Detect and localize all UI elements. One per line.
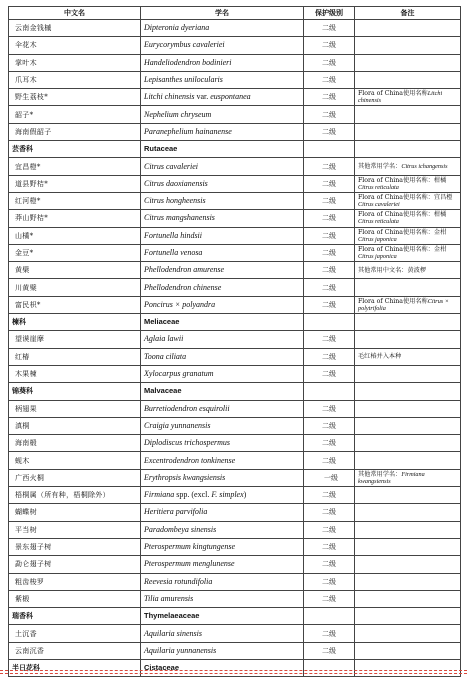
chinese-name: 梧桐属（所有种，梧桐除外） bbox=[9, 487, 141, 504]
chinese-name: 伞花木 bbox=[9, 37, 141, 54]
table-row bbox=[9, 331, 461, 348]
scientific-name bbox=[141, 71, 304, 88]
table-row bbox=[9, 435, 461, 452]
scientific-name-part: Handeliodendron bodinieri bbox=[144, 57, 232, 67]
scientific-name-part: Aglaia lawii bbox=[144, 334, 184, 344]
empty-cell bbox=[355, 659, 461, 676]
protection-level: 二级 bbox=[304, 54, 355, 71]
table-row bbox=[9, 244, 461, 261]
chinese-name: 宜昌橙* bbox=[9, 158, 141, 175]
family-scientific-name: Rutaceae bbox=[141, 141, 304, 158]
scientific-name bbox=[141, 348, 304, 365]
table-row bbox=[9, 227, 461, 244]
chinese-name: 勐仑翅子树 bbox=[9, 556, 141, 573]
remark bbox=[355, 54, 461, 71]
protection-level: 二级 bbox=[304, 210, 355, 227]
scientific-name bbox=[141, 244, 304, 261]
remark-part: Citrus × polytrifolia bbox=[358, 297, 449, 312]
scientific-name-part: Fortunella venosa bbox=[144, 248, 203, 257]
empty-cell bbox=[304, 608, 355, 625]
chinese-name: 黄檗 bbox=[9, 262, 141, 279]
chinese-name: 富民枳* bbox=[9, 296, 141, 313]
scientific-name-part: Erythropsis kwangsiensis bbox=[144, 472, 226, 482]
scientific-name-part: Poncirus × polyandra bbox=[144, 299, 216, 309]
scientific-name-part: F. simplex bbox=[211, 490, 244, 500]
scientific-name-part: Paradombeya sinensis bbox=[144, 524, 217, 534]
remark bbox=[355, 158, 461, 175]
scientific-name-part: Pterospermum kingtungense bbox=[144, 542, 236, 552]
scientific-name-part: Litchi chinensis bbox=[144, 92, 195, 102]
remark bbox=[355, 210, 461, 227]
remark bbox=[355, 106, 461, 123]
remark-part: Citrus japonica bbox=[358, 253, 397, 260]
scientific-name-part: Eurycorymbus cavaleriei bbox=[144, 40, 225, 50]
family-scientific-name: Malvaceae bbox=[141, 383, 304, 400]
scientific-name-part: Citrus hongheensis bbox=[144, 196, 206, 206]
protection-level: 二级 bbox=[304, 400, 355, 417]
scientific-name bbox=[141, 37, 304, 54]
protection-level: 二级 bbox=[304, 504, 355, 521]
remark bbox=[355, 175, 461, 192]
table-row bbox=[9, 504, 461, 521]
chinese-name: 川黄檗 bbox=[9, 279, 141, 296]
scientific-name-part: Dipteronia dyeriana bbox=[144, 23, 210, 33]
header-remarks: 备注 bbox=[355, 7, 461, 20]
scientific-name bbox=[141, 227, 304, 244]
remark bbox=[355, 279, 461, 296]
remark bbox=[355, 521, 461, 538]
scientific-name bbox=[141, 106, 304, 123]
scientific-name-part: Reevesia rotundifolia bbox=[144, 576, 213, 586]
family-scientific-name: Thymelaeaceae bbox=[141, 608, 304, 625]
header-chinese-name: 中文名 bbox=[9, 7, 141, 20]
table-row bbox=[9, 417, 461, 434]
scientific-name-part: spp. (excl. bbox=[174, 490, 212, 500]
scientific-name-part: Citrus cavaleriei bbox=[144, 161, 198, 171]
chinese-name: 滇桐 bbox=[9, 417, 141, 434]
scientific-name bbox=[141, 123, 304, 140]
family-row bbox=[9, 608, 461, 625]
family-row bbox=[9, 314, 461, 331]
protection-level: 二级 bbox=[304, 331, 355, 348]
remark bbox=[355, 435, 461, 452]
scientific-name bbox=[141, 417, 304, 434]
protected-plants-table-page bbox=[8, 6, 460, 677]
scientific-name bbox=[141, 452, 304, 469]
scientific-name bbox=[141, 521, 304, 538]
chinese-name: 掌叶木 bbox=[9, 54, 141, 71]
scientific-name bbox=[141, 400, 304, 417]
protection-level: 二级 bbox=[304, 538, 355, 555]
scientific-name-part: Burretiodendron esquirolii bbox=[144, 403, 230, 413]
table-row bbox=[9, 20, 461, 37]
protection-level: 二级 bbox=[304, 573, 355, 590]
scientific-name-part: Xylocarpus granatum bbox=[144, 369, 214, 379]
scientific-name-part: Craigia yunnanensis bbox=[144, 420, 211, 430]
table-row bbox=[9, 262, 461, 279]
remark-part: Firmiana kwangsiensis bbox=[358, 470, 425, 485]
empty-cell bbox=[355, 608, 461, 625]
scientific-name bbox=[141, 538, 304, 555]
chinese-name: 红椿 bbox=[9, 348, 141, 365]
empty-cell bbox=[304, 314, 355, 331]
chinese-name: 山橘* bbox=[9, 227, 141, 244]
chinese-name: 紫椴 bbox=[9, 590, 141, 607]
protection-level: 二级 bbox=[304, 106, 355, 123]
table-row bbox=[9, 452, 461, 469]
table-row bbox=[9, 89, 461, 106]
empty-cell bbox=[304, 383, 355, 400]
remark-part: Flora of China使用名称：金柑 bbox=[358, 246, 447, 253]
page-break-line bbox=[0, 670, 467, 671]
scientific-name-part: Phellodendron amurense bbox=[144, 265, 225, 275]
remark bbox=[355, 244, 461, 261]
scientific-name bbox=[141, 487, 304, 504]
empty-cell bbox=[304, 141, 355, 158]
protection-level: 二级 bbox=[304, 521, 355, 538]
empty-cell bbox=[355, 314, 461, 331]
remark bbox=[355, 642, 461, 659]
remark bbox=[355, 538, 461, 555]
protection-level: 二级 bbox=[304, 556, 355, 573]
remark bbox=[355, 123, 461, 140]
scientific-name bbox=[141, 504, 304, 521]
remark-part: 其他常用中文名：黄波椤 bbox=[358, 266, 427, 274]
scientific-name bbox=[141, 54, 304, 71]
table-row bbox=[9, 400, 461, 417]
table-row bbox=[9, 556, 461, 573]
scientific-name bbox=[141, 642, 304, 659]
scientific-name-part: euspontanea bbox=[210, 92, 251, 102]
remark bbox=[355, 469, 461, 486]
remark-part: Citrus ichangensis bbox=[401, 163, 448, 171]
table-row bbox=[9, 210, 461, 227]
chinese-name: 野生荔枝* bbox=[9, 89, 141, 106]
empty-cell bbox=[355, 141, 461, 158]
table-row bbox=[9, 54, 461, 71]
table-row bbox=[9, 487, 461, 504]
scientific-name-part: Heritiera parvifolia bbox=[144, 507, 208, 517]
scientific-name-part: Fortunella hindsii bbox=[144, 230, 202, 240]
remark-part: 其他常用学名： bbox=[358, 470, 402, 478]
table-row bbox=[9, 348, 461, 365]
table-row bbox=[9, 365, 461, 382]
table-row bbox=[9, 296, 461, 313]
protection-level: 二级 bbox=[304, 262, 355, 279]
chinese-name: 木果楝 bbox=[9, 365, 141, 382]
remark-part: 毛红椿并入本种 bbox=[358, 353, 402, 361]
table-row bbox=[9, 573, 461, 590]
remark bbox=[355, 348, 461, 365]
family-scientific-name: Cistaceae bbox=[141, 659, 304, 676]
protection-level: 一级 bbox=[304, 469, 355, 486]
table-row bbox=[9, 469, 461, 486]
scientific-name bbox=[141, 573, 304, 590]
table-row bbox=[9, 158, 461, 175]
protection-level: 二级 bbox=[304, 20, 355, 37]
remark bbox=[355, 400, 461, 417]
scientific-name bbox=[141, 296, 304, 313]
protection-level: 二级 bbox=[304, 279, 355, 296]
remark-part: Flora of China使用名称：柑橘 bbox=[358, 211, 447, 219]
remark bbox=[355, 71, 461, 88]
protection-level: 二级 bbox=[304, 192, 355, 209]
table-row bbox=[9, 642, 461, 659]
scientific-name bbox=[141, 20, 304, 37]
chinese-name: 韶子* bbox=[9, 106, 141, 123]
scientific-name-part: Tilia amurensis bbox=[144, 593, 194, 603]
scientific-name bbox=[141, 262, 304, 279]
protection-level: 二级 bbox=[304, 365, 355, 382]
protection-level: 二级 bbox=[304, 37, 355, 54]
table-row bbox=[9, 590, 461, 607]
remark-part: Citrus reticulata bbox=[358, 218, 399, 226]
chinese-name: 广西火桐 bbox=[9, 469, 141, 486]
scientific-name-part: Toona ciliata bbox=[144, 351, 187, 361]
chinese-name: 景东翅子树 bbox=[9, 538, 141, 555]
scientific-name-part: Diplodiscus trichospermus bbox=[144, 438, 230, 448]
table-body bbox=[9, 20, 461, 677]
scientific-name bbox=[141, 175, 304, 192]
scientific-name-part: Citrus mangshanensis bbox=[144, 213, 215, 223]
protection-level: 二级 bbox=[304, 642, 355, 659]
remark bbox=[355, 417, 461, 434]
remark-part: Citrus reticulata bbox=[358, 183, 399, 191]
chinese-name: 道县野桔* bbox=[9, 175, 141, 192]
chinese-name: 金豆* bbox=[9, 244, 141, 261]
chinese-name: 莽山野桔* bbox=[9, 210, 141, 227]
protection-level: 二级 bbox=[304, 625, 355, 642]
chinese-name: 海南假韶子 bbox=[9, 123, 141, 140]
scientific-name-part: ) bbox=[243, 490, 247, 500]
protection-level: 二级 bbox=[304, 123, 355, 140]
protected-plants-table bbox=[8, 6, 461, 677]
table-row bbox=[9, 538, 461, 555]
scientific-name bbox=[141, 365, 304, 382]
protection-level: 二级 bbox=[304, 452, 355, 469]
protection-level: 二级 bbox=[304, 71, 355, 88]
scientific-name-part: Aquilaria yunnanensis bbox=[144, 645, 217, 655]
remark-part: 其他常用学名： bbox=[358, 163, 402, 171]
remark bbox=[355, 504, 461, 521]
chinese-name: 平当树 bbox=[9, 521, 141, 538]
header-protection-level: 保护级别 bbox=[304, 7, 355, 20]
remark bbox=[355, 625, 461, 642]
chinese-name: 云南沉香 bbox=[9, 642, 141, 659]
remark-part: Flora of China使用名称：宜昌橙 bbox=[358, 194, 453, 202]
table-row bbox=[9, 175, 461, 192]
scientific-name-part: Phellodendron chinense bbox=[144, 282, 222, 292]
scientific-name bbox=[141, 435, 304, 452]
table-row bbox=[9, 123, 461, 140]
chinese-name: 蚬木 bbox=[9, 452, 141, 469]
scientific-name-part: Citrus daoxianensis bbox=[144, 178, 208, 188]
remark-part: Flora of China使用名称：金柑 bbox=[358, 228, 447, 236]
remark bbox=[355, 37, 461, 54]
remark bbox=[355, 20, 461, 37]
remark bbox=[355, 227, 461, 244]
protection-level: 二级 bbox=[304, 244, 355, 261]
remark-part: Litchi chinensis bbox=[358, 90, 443, 105]
scientific-name bbox=[141, 210, 304, 227]
page-break-line-2 bbox=[0, 673, 467, 674]
scientific-name-part: Pterospermum menglunense bbox=[144, 559, 235, 569]
protection-level: 二级 bbox=[304, 348, 355, 365]
remark-part: Citrus cavaleriei bbox=[358, 201, 400, 209]
scientific-name bbox=[141, 331, 304, 348]
scientific-name-part: Firmiana bbox=[144, 490, 175, 500]
family-scientific-name: Meliaceae bbox=[141, 314, 304, 331]
remark bbox=[355, 556, 461, 573]
chinese-name: 海南椴 bbox=[9, 435, 141, 452]
protection-level: 二级 bbox=[304, 590, 355, 607]
chinese-name: 红河橙* bbox=[9, 192, 141, 209]
scientific-name-part: Paranephelium hainanense bbox=[144, 126, 232, 136]
table-row bbox=[9, 71, 461, 88]
chinese-name: 望谟崖摩 bbox=[9, 331, 141, 348]
chinese-name: 土沉香 bbox=[9, 625, 141, 642]
protection-level: 二级 bbox=[304, 435, 355, 452]
remark-part: Citrus japonica bbox=[358, 235, 397, 243]
protection-level: 二级 bbox=[304, 175, 355, 192]
table-row bbox=[9, 521, 461, 538]
remark bbox=[355, 573, 461, 590]
family-row bbox=[9, 659, 461, 676]
protection-level: 二级 bbox=[304, 89, 355, 106]
family-chinese-name: 瑞香科 bbox=[9, 608, 141, 625]
table-row bbox=[9, 625, 461, 642]
scientific-name bbox=[141, 625, 304, 642]
scientific-name bbox=[141, 158, 304, 175]
remark-part: Flora of China使用名称：柑橘 bbox=[358, 176, 447, 184]
remark-part: Flora of China使用名称 bbox=[358, 297, 428, 305]
table-row bbox=[9, 192, 461, 209]
protection-level: 二级 bbox=[304, 487, 355, 504]
remark bbox=[355, 192, 461, 209]
protection-level: 二级 bbox=[304, 158, 355, 175]
chinese-name: 粗齿梭罗 bbox=[9, 573, 141, 590]
table-header-row bbox=[9, 7, 461, 20]
family-chinese-name: 芸香科 bbox=[9, 141, 141, 158]
remark bbox=[355, 331, 461, 348]
scientific-name bbox=[141, 469, 304, 486]
protection-level: 二级 bbox=[304, 227, 355, 244]
scientific-name bbox=[141, 556, 304, 573]
remark bbox=[355, 262, 461, 279]
header-scientific-name: 学名 bbox=[141, 7, 304, 20]
scientific-name bbox=[141, 590, 304, 607]
scientific-name bbox=[141, 89, 304, 106]
empty-cell bbox=[355, 383, 461, 400]
family-chinese-name: 楝科 bbox=[9, 314, 141, 331]
scientific-name-part: Lepisanthes unilocularis bbox=[144, 75, 223, 85]
table-row bbox=[9, 279, 461, 296]
family-row bbox=[9, 141, 461, 158]
remark bbox=[355, 590, 461, 607]
remark bbox=[355, 89, 461, 106]
chinese-name: 云南金钱槭 bbox=[9, 20, 141, 37]
remark bbox=[355, 365, 461, 382]
remark bbox=[355, 487, 461, 504]
family-chinese-name: 锦葵科 bbox=[9, 383, 141, 400]
chinese-name: 蝴蝶树 bbox=[9, 504, 141, 521]
scientific-name-part: Nephelium chryseum bbox=[144, 109, 212, 119]
table-row bbox=[9, 106, 461, 123]
scientific-name-part: var. bbox=[194, 92, 211, 102]
remark bbox=[355, 296, 461, 313]
remark bbox=[355, 452, 461, 469]
chinese-name: 柄翅果 bbox=[9, 400, 141, 417]
protection-level: 二级 bbox=[304, 296, 355, 313]
table-row bbox=[9, 37, 461, 54]
scientific-name bbox=[141, 279, 304, 296]
empty-cell bbox=[304, 659, 355, 676]
family-chinese-name: 半日花科 bbox=[9, 659, 141, 676]
protection-level: 二级 bbox=[304, 417, 355, 434]
remark-part: Flora of China使用名称 bbox=[358, 90, 428, 98]
chinese-name: 爪耳木 bbox=[9, 71, 141, 88]
family-row bbox=[9, 383, 461, 400]
scientific-name bbox=[141, 192, 304, 209]
scientific-name-part: Excentrodendron tonkinense bbox=[144, 455, 236, 465]
scientific-name-part: Aquilaria sinensis bbox=[144, 628, 203, 638]
